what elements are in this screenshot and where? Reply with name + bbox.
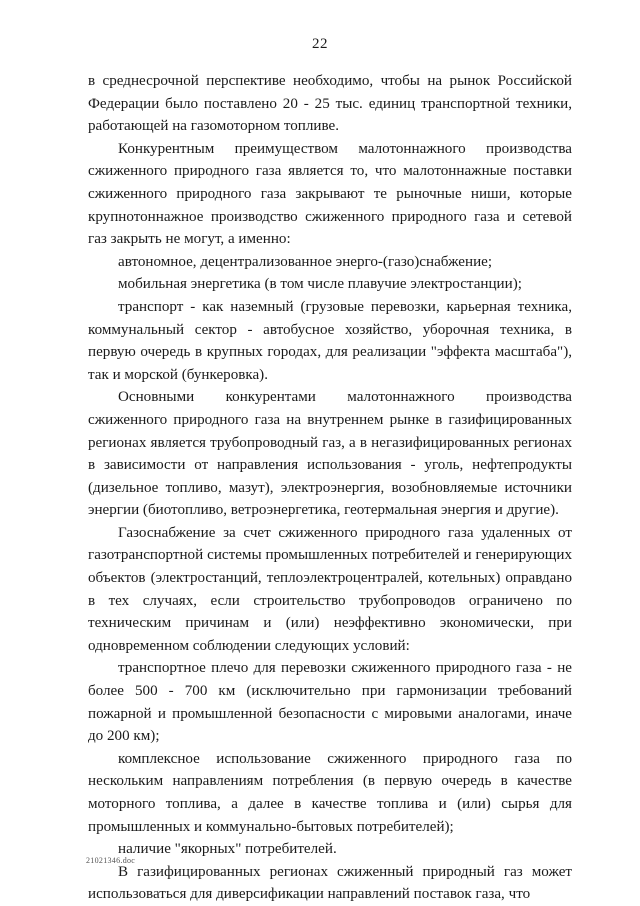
paragraph-diversification: В газифицированных регионах сжиженный природный газ может использоваться для диверсификации направлений поставок газа, что: [88, 863, 572, 903]
condition-transport-distance: транспортное плечо для перевозки сжиженного природного газа - не более 500 - 700 км (исключительно при гармонизации требований пожарной и промышленной безопасности с мировыми аналогами, иначе до 200 км);: [88, 660, 572, 745]
paragraph-2: Конкурентным преимуществом малотоннажного производства сжиженного природного газа является то, что малотоннажные поставки сжиженного природного газа закрывают те рыночные ниши, которые крупнотоннажное производство сжиженного природного газа и сетевой газ закрыть не могут, а именно:: [88, 140, 572, 248]
paragraph-gas-supply: Газоснабжение за счет сжиженного природного газа удаленных от газотранспортной системы промышленных потребителей и генерирующих объектов (электростанций, теплоэлектроцентралей, котельных) оправдано в тех случаях, если строительство трубопроводов ограничено по техническим причинам и (или) неэффективно экономически, при одновременном соблюдении следующих условий:: [88, 524, 572, 654]
paragraph-competitors: Основными конкурентами малотоннажного производства сжиженного природного газа на внутреннем рынке в газифицированных регионах является трубопроводный газ, а в негазифицированных регионах в зависимости от направления использования - уголь, нефтепродукты (дизельное топливо, мазут), электроэнергия, возобновляемые источники энергии (биотопливо, ветроэнергетика, геотермальная энергия и другие).: [88, 389, 572, 519]
list-item-mobile-energy: мобильная энергетика (в том числе плавучие электростанции);: [118, 276, 522, 293]
page-number: 22: [312, 36, 328, 52]
list-item-autonomous-supply: автономное, децентрализованное энерго-(газо)снабжение;: [118, 253, 493, 270]
condition-complex-use: комплексное использование сжиженного природного газа по нескольким направлениям потребления (в первую очередь в качестве моторного топлива, а далее в качестве топлива и (или) сырья для промышленных и коммунально-бытовых потребителей);: [88, 750, 572, 835]
list-item-transport: транспорт - как наземный (грузовые перевозки, карьерная техника, коммунальный сектор - автобусное хозяйство, уборочная техника, в первую очередь в крупных городах, для реализации "эффекта масштаба"), так и морской (бункеровка).: [88, 298, 572, 383]
paragraph-1: в среднесрочной перспективе необходимо, чтобы на рынок Российской Федерации было поставлено 20 - 25 тыс. единиц транспортной техники, работающей на газомоторном топливе.: [88, 73, 572, 135]
document-body: [88, 70, 572, 906]
footer-file-code: 21021346.doc: [86, 856, 136, 865]
condition-anchor-consumers: наличие "якорных" потребителей.: [118, 841, 337, 858]
